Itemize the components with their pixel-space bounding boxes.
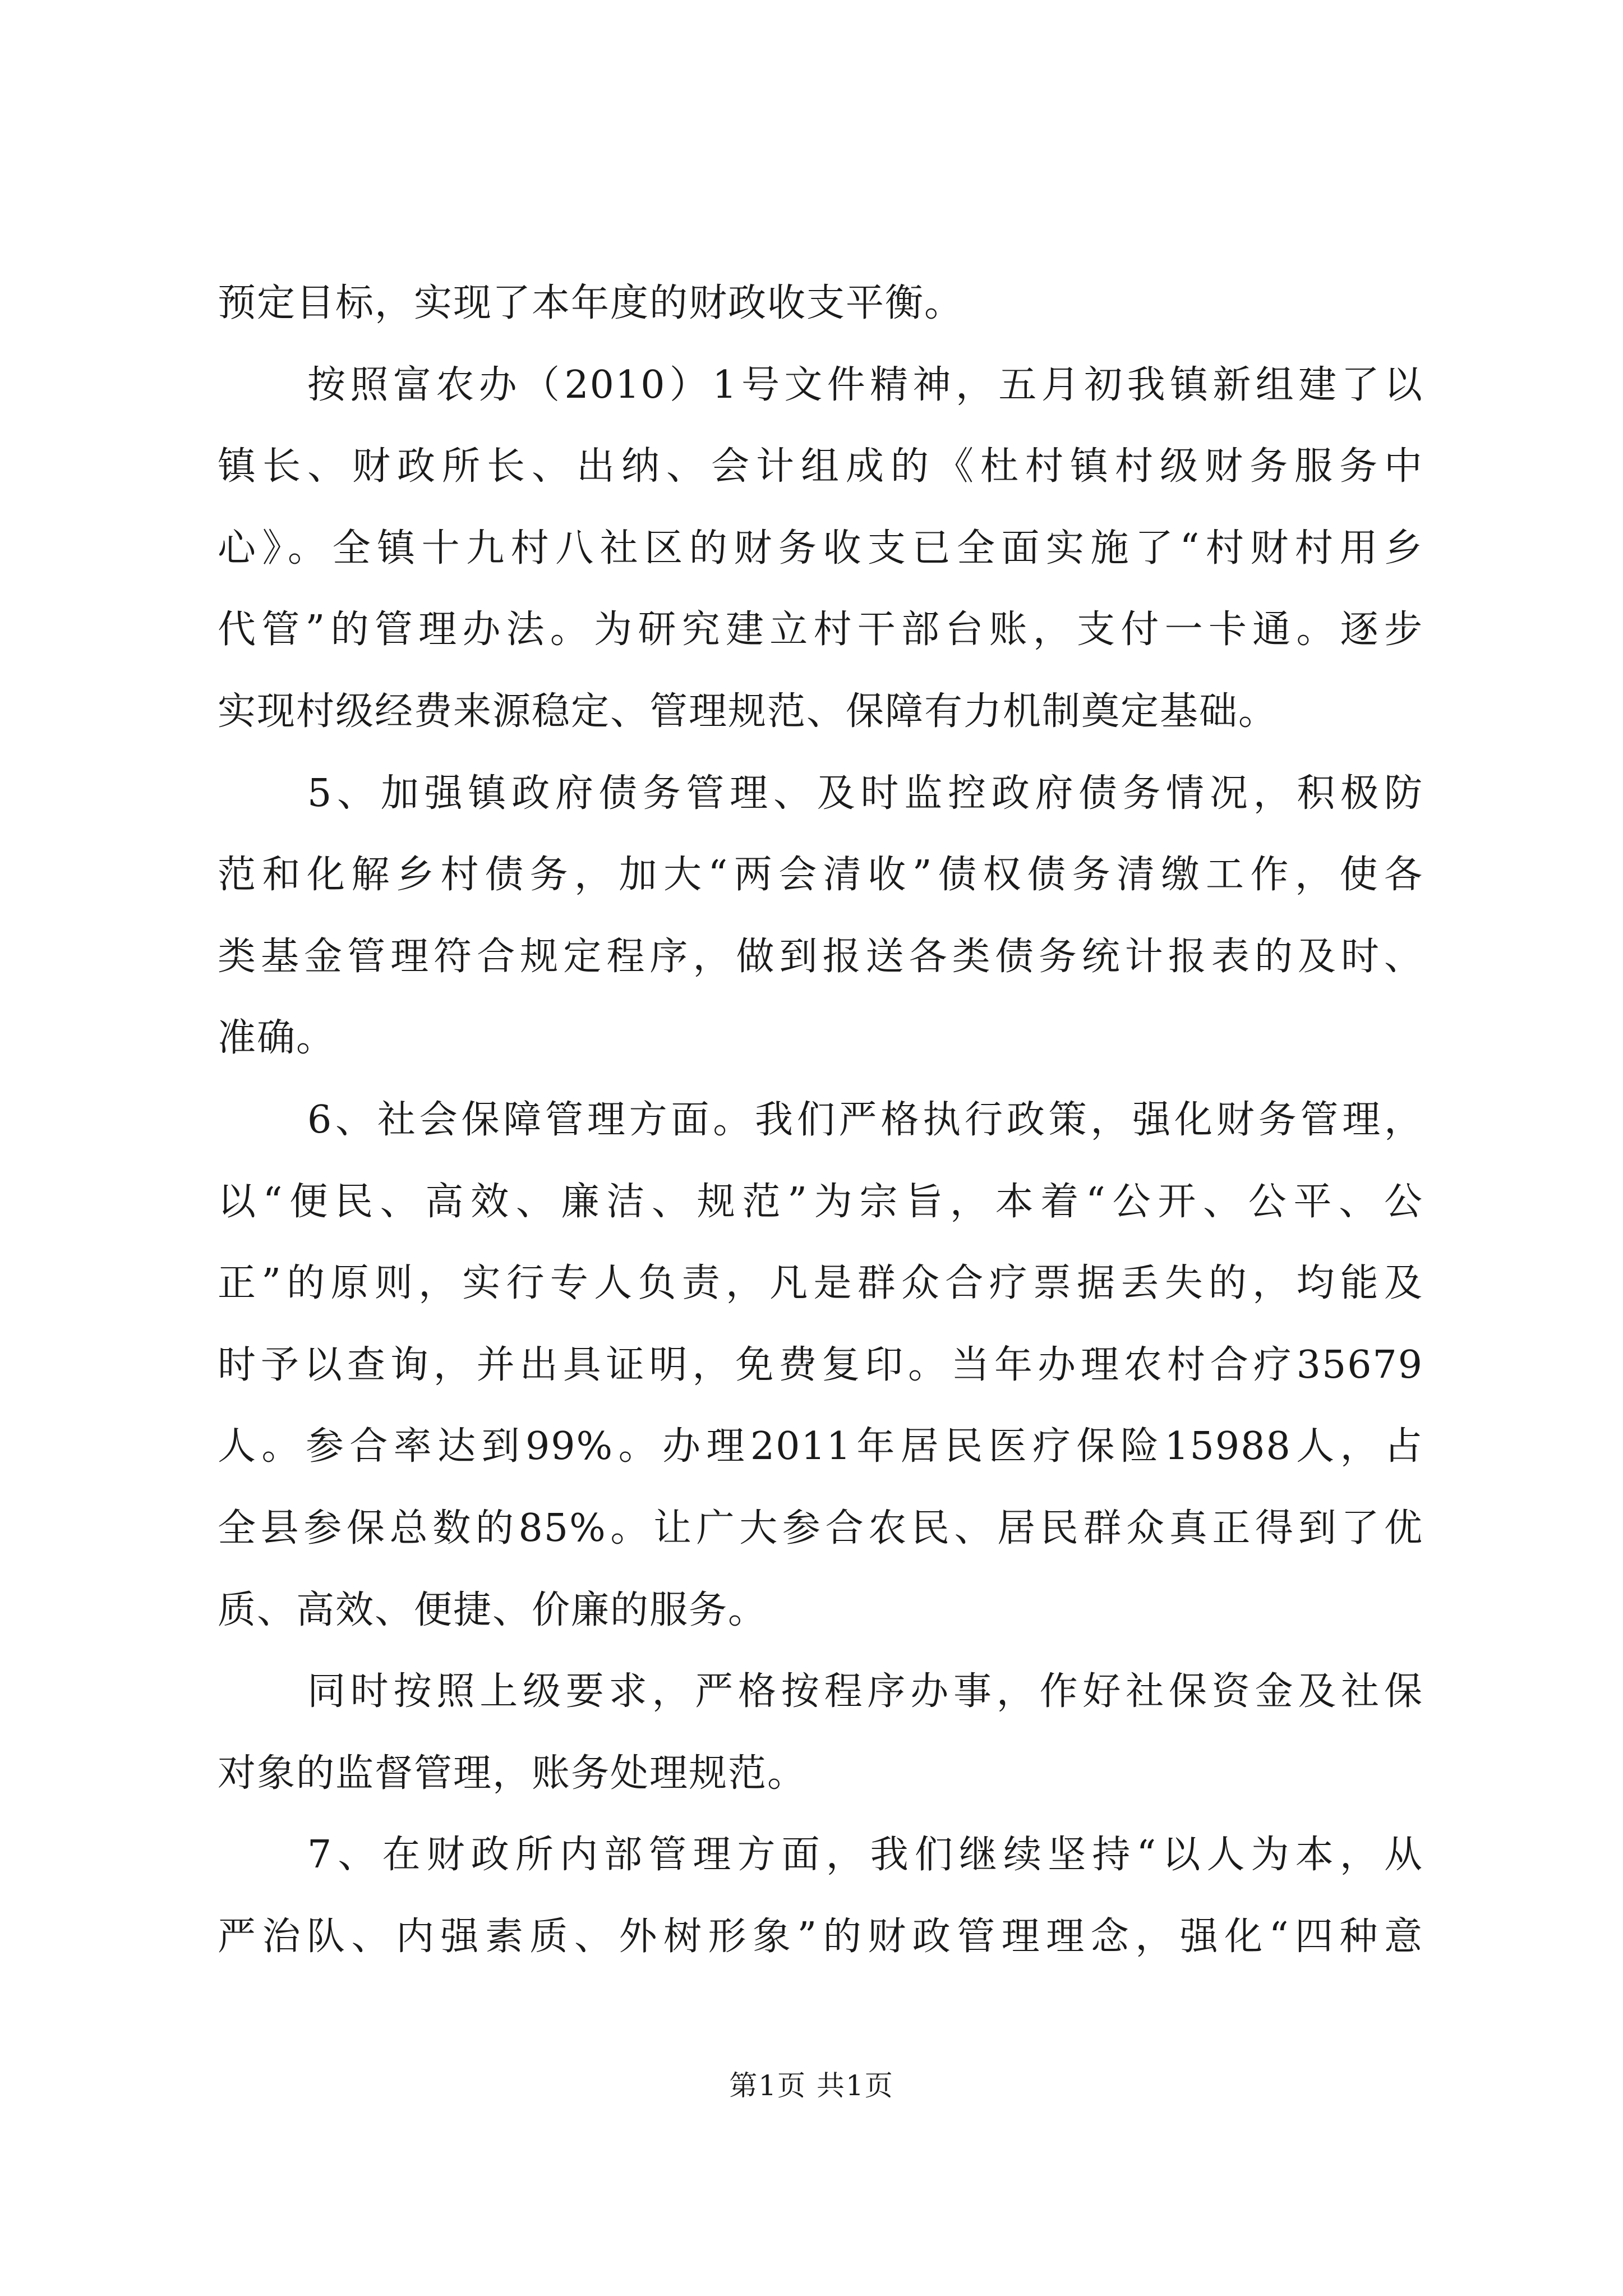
paragraph-line: 心》。全镇十九村八社区的财务收支已全面实施了“村财村用乡 — [218, 526, 1423, 570]
paragraph-line: 严治队、内强素质、外树形象”的财政管理理念，强化“四种意 — [218, 1914, 1423, 1959]
document-body — [218, 263, 1423, 1977]
paragraph-line: 同时按照上级要求，严格按程序办事，作好社保资金及社保 — [307, 1669, 1423, 1714]
paragraph-line: 时予以查询，并出具证明，免费复印。当年办理农村合疗35679 — [218, 1342, 1423, 1387]
paragraph-line: 预定目标，实现了本年度的财政收支平衡。 — [218, 281, 964, 325]
paragraph-line: 正”的原则，实行专人负责，凡是群众合疗票据丢失的，均能及 — [218, 1261, 1423, 1306]
paragraph-line: 镇长、财政所长、出纳、会计组成的《杜村镇村级财务服务中 — [218, 444, 1423, 489]
paragraph-line: 以“便民、高效、廉洁、规范”为宗旨，本着“公开、公平、公 — [218, 1179, 1423, 1224]
paragraph-line: 质、高效、便捷、价廉的服务。 — [218, 1588, 768, 1632]
paragraph-line: 准确。 — [218, 1016, 336, 1061]
paragraph-line: 代管”的管理办法。为研究建立村干部台账，支付一卡通。逐步 — [218, 608, 1423, 652]
page-number-footer: 第1页 共1页 — [729, 2069, 894, 2102]
paragraph-line: 类基金管理符合规定程序，做到报送各类债务统计报表的及时、 — [218, 934, 1423, 979]
paragraph-line: 5、加强镇政府债务管理、及时监控政府债务情况，积极防 — [307, 771, 1423, 816]
paragraph-line: 实现村级经费来源稳定、管理规范、保障有力机制奠定基础。 — [218, 689, 1278, 734]
paragraph-line: 人。参合率达到99%。办理2011年居民医疗保险15988人，占 — [218, 1424, 1423, 1469]
paragraph-line: 按照富农办（2010）1号文件精神，五月初我镇新组建了以 — [307, 362, 1423, 407]
paragraph-line: 对象的监督管理，账务处理规范。 — [218, 1751, 807, 1796]
paragraph-line: 7、在财政所内部管理方面，我们继续坚持“以人为本，从 — [307, 1833, 1423, 1878]
paragraph-line: 范和化解乡村债务，加大“两会清收”债权债务清缴工作，使各 — [218, 853, 1423, 898]
paragraph-line: 全县参保总数的85%。让广大参合农民、居民群众真正得到了优 — [218, 1506, 1423, 1550]
paragraph-line: 6、社会保障管理方面。我们严格执行政策，强化财务管理， — [307, 1097, 1423, 1142]
